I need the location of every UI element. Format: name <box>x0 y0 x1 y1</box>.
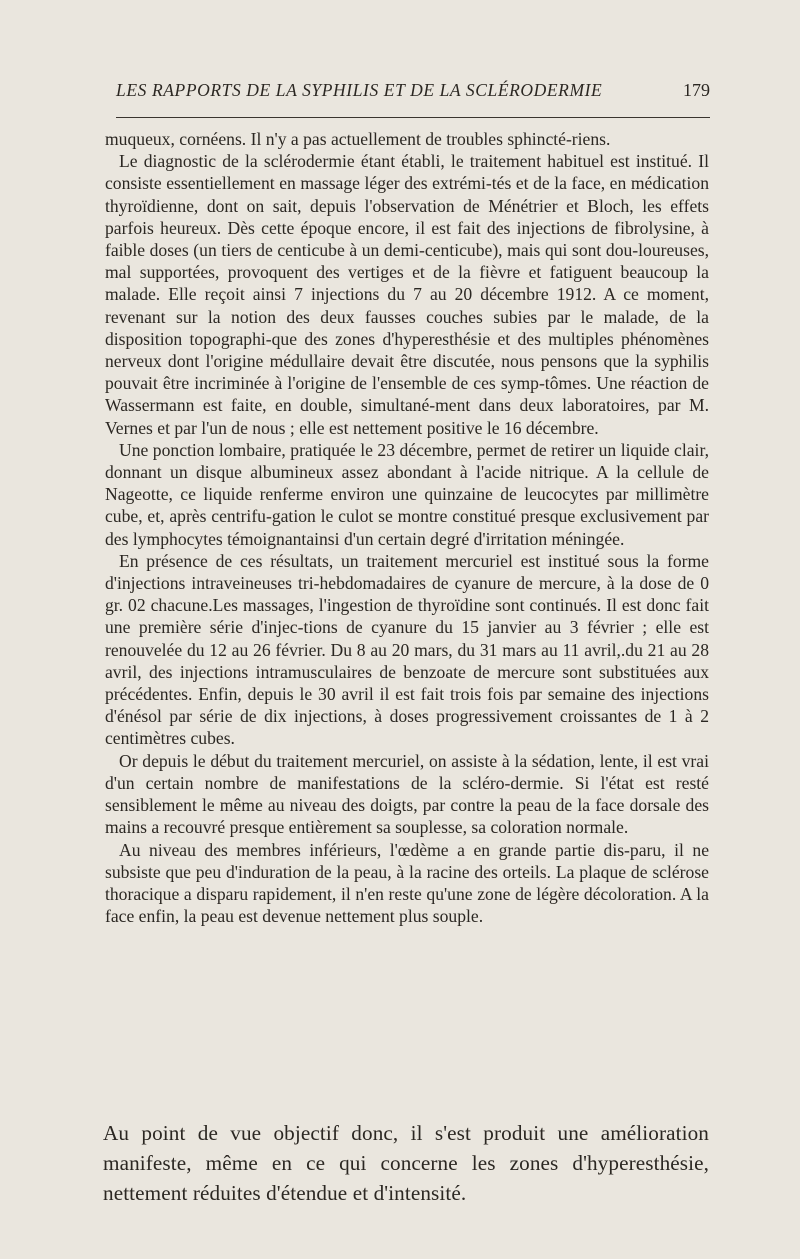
paragraph: En présence de ces résultats, un traitement mercuriel est institué sous la forme d'injections intraveineuses tri-hebdomadaires de cyanure de mercure, à la dose de 0 gr. 02 chacune.Les massages, l'ingestion de thyroïdine sont continués. Il est donc fait une première série d'injec-tions de cyanure du 15 janvier au 3 février ; elle est renouvelée du 12 au 26 février. Du 8 au 20 mars, du 31 mars au 11 avril,.du 21 au 28 avril, des injections intramusculaires de benzoate de mercure sont substituées aux précédentes. Enfin, depuis le 30 avril il est fait trois fois par semaine des injections d'énésol par série de dix injections, à doses progressivement croissantes de 1 à 2 centimètres cubes. <box>105 550 709 749</box>
closing-paragraph-block <box>103 1118 709 1208</box>
header-rule <box>116 117 710 118</box>
body-text <box>105 128 709 927</box>
paragraph: Une ponction lombaire, pratiquée le 23 décembre, permet de retirer un liquide clair, donnant un disque albumineux assez abondant à l'acide nitrique. A la cellule de Nageotte, ce liquide renferme environ une quinzaine de leucocytes par millimètre cube, et, après centrifu-gation le culot se montre constitué presque exclusivement par des lymphocytes témoignantainsi d'un certain degré d'irritation méningée. <box>105 439 709 549</box>
paragraph: muqueux, cornéens. Il n'y a pas actuellement de troubles sphincté-riens. <box>105 129 611 149</box>
page-number: 179 <box>683 80 710 100</box>
running-title: LES RAPPORTS DE LA SYPHILIS ET DE LA SCLÉRODERMIE <box>116 80 603 100</box>
paragraph: Or depuis le début du traitement mercuriel, on assiste à la sédation, lente, il est vrai d'un certain nombre de manifestations de la scléro-dermie. Si l'état est resté sensiblement le même au niveau des doigts, par contre la peau de la face dorsale des mains a recouvré presque entièrement sa souplesse, sa coloration normale. <box>105 750 709 838</box>
paragraph: Au niveau des membres inférieurs, l'œdème a en grande partie dis-paru, il ne subsiste que peu d'induration de la peau, à la racine des orteils. La plaque de sclérose thoracique a disparu rapidement, il n'en reste qu'une zone de légère décoloration. A la face enfin, la peau est devenue nettement plus souple. <box>105 839 709 927</box>
page-header <box>116 80 710 110</box>
paragraph: Le diagnostic de la sclérodermie étant établi, le traitement habituel est institué. Il consiste essentiellement en massage léger des extrémi-tés et de la face, en médication thyroïdienne, dont on sait, depuis l'observation de Ménétrier et Bloch, les effets parfois heureux. Dès cette époque encore, il est fait des injections de fibrolysine, à faible doses (un tiers de centicube à un demi-centicube), mais qui sont dou-loureuses, mal supportées, provoquent des vertiges et de la fièvre et fatiguent beaucoup la malade. Elle reçoit ainsi 7 injections du 7 au 20 décembre 1912. A ce moment, revenant sur la notion des deux fausses couches subies par le malade, de la disposition topographi-que des zones d'hyperesthésie et des multiples phénomènes nerveux dont l'origine médullaire devait être discutée, nous pensons que la syphilis pouvait être incriminée à l'origine de l'ensemble de ces symp-tômes. Une réaction de Wassermann est faite, en double, simultané-ment dans deux laboratoires, par M. Vernes et par l'un de nous ; elle est nettement positive le 16 décembre. <box>105 151 709 438</box>
closing-paragraph: Au point de vue objectif donc, il s'est produit une amélioration manifeste, même en ce qui concerne les zones d'hyperesthésie, nettement réduites d'étendue et d'intensité. <box>103 1121 709 1205</box>
